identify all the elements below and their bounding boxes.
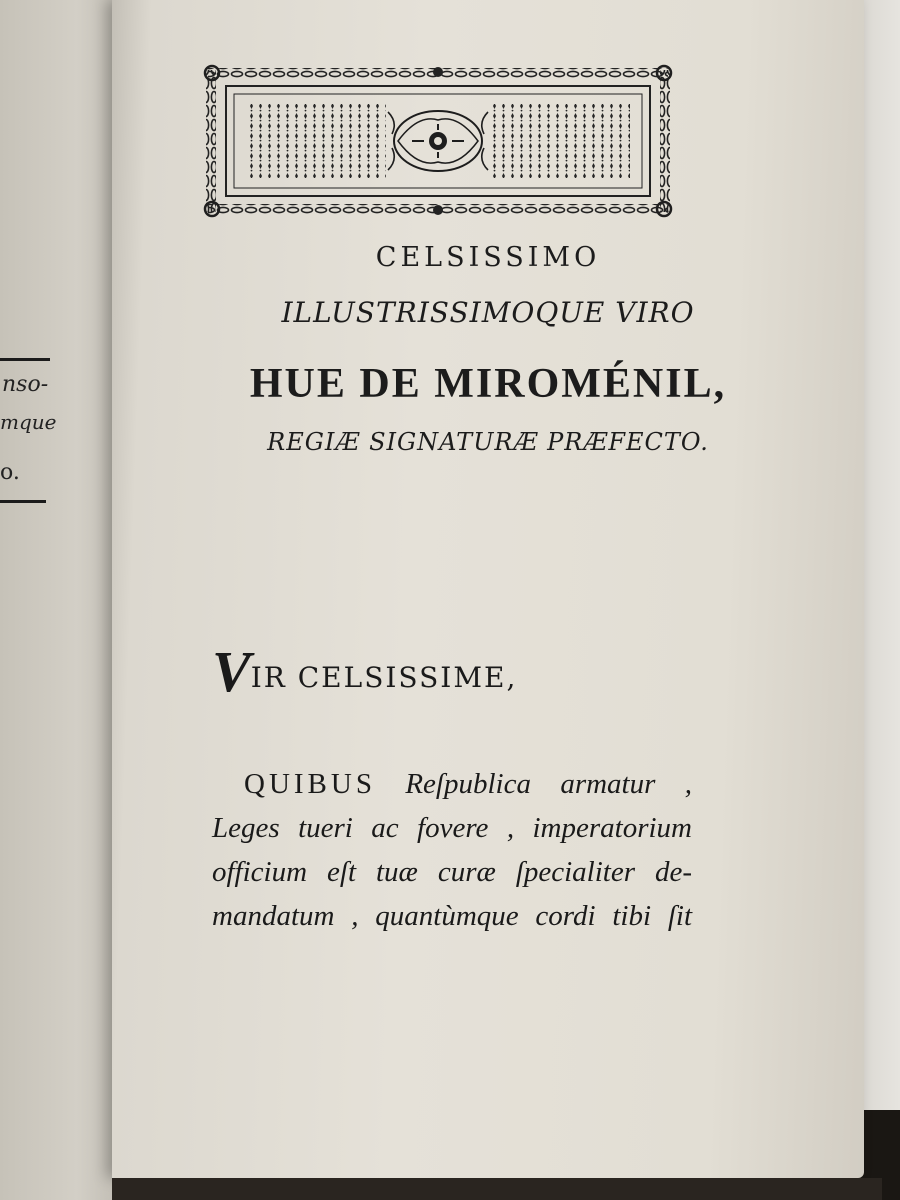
fleuron-headpiece-icon [202,62,674,220]
body-line-4: mandatum , quantùmque cordi tibi ſit [212,900,692,932]
body-line-3: officium eſt tuæ curæ ſpecialiter de- [212,856,692,888]
salutation [212,638,517,705]
body-line-1 [212,762,692,806]
left-page-fragment-3: o. [0,460,20,485]
body-line-2: Leges tueri ac fovere , imperatorium [212,812,692,844]
body-paragraph [212,762,692,938]
dedication-title: REGIÆ SIGNATURÆ PRÆFECTO. [267,428,709,456]
left-page-fragment-1: nso- [2,372,49,397]
left-page-rule-bottom [0,500,46,503]
left-page [0,0,128,1200]
body-first-word: QUIBUS [244,768,376,800]
dedication-heading-line-2: ILLUSTRISSIMOQUE VIRO [281,296,695,329]
body-line-1-rest: Reſpublica armatur , [405,768,692,800]
drop-initial: V [212,639,251,704]
left-page-fragment-2: mque [0,410,57,434]
dedication-name: HUE DE MIROMÉNIL, [249,361,727,407]
salutation-text: IR CELSISSIME, [250,661,518,694]
dedication-heading-line-1: CELSISSIMO [375,242,601,273]
left-page-rule-top [0,358,50,361]
page-bottom-shadow [112,1178,882,1200]
